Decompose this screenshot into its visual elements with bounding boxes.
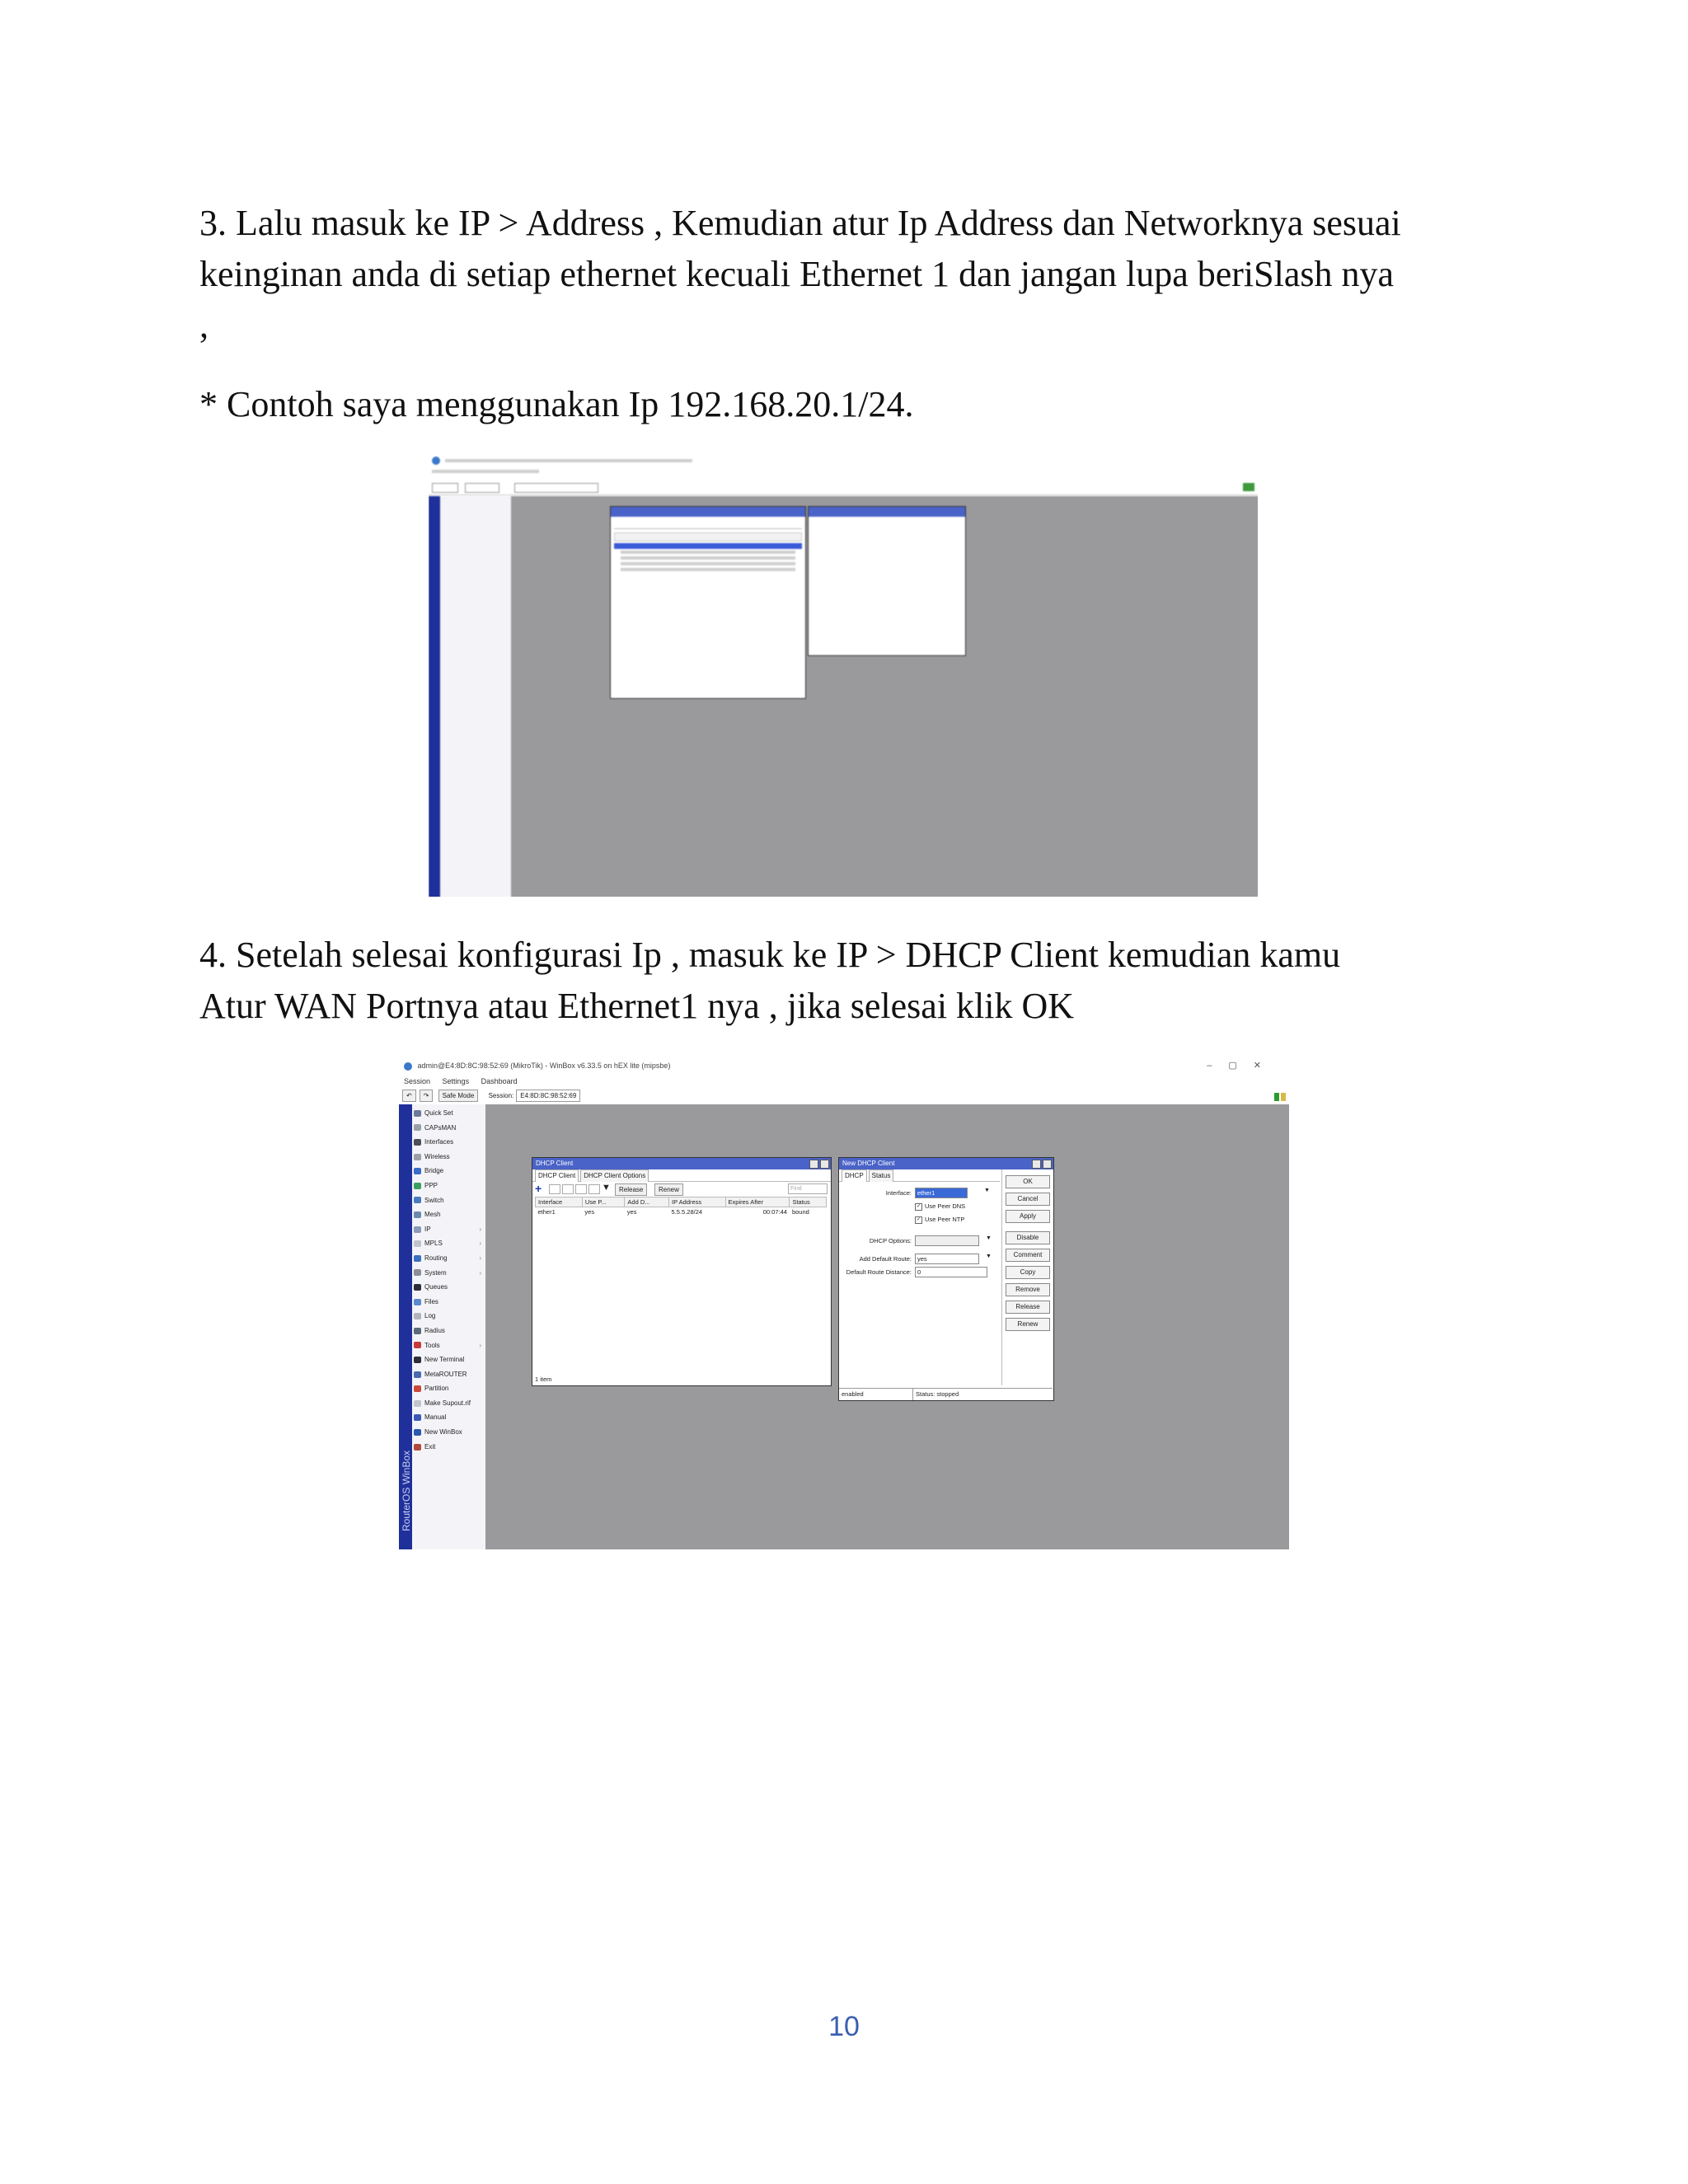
- col-use-peer[interactable]: Use P...: [582, 1197, 624, 1207]
- routing-icon: [414, 1255, 421, 1262]
- disable-button[interactable]: Disable: [1006, 1231, 1050, 1244]
- brand-text: RouterOS WinBox: [401, 1450, 412, 1531]
- col-status[interactable]: Status: [790, 1197, 827, 1207]
- renew-button[interactable]: Renew: [654, 1183, 683, 1196]
- release-dialog-button[interactable]: Release: [1006, 1301, 1050, 1314]
- step4-line-2: Atur WAN Portnya atau Ethernet1 nya , jika selesai klik OK: [199, 986, 1075, 1026]
- step3-line-3: ,: [199, 305, 209, 345]
- release-button[interactable]: Release: [615, 1183, 647, 1196]
- add-default-route-label: Add Default Route:: [859, 1255, 912, 1263]
- sidebar-item-queues[interactable]: Queues: [414, 1280, 485, 1295]
- sidebar-item-exit[interactable]: Exit: [414, 1440, 485, 1455]
- wireless-icon: [414, 1154, 421, 1160]
- page-number: 10: [828, 2011, 860, 2042]
- dialog-buttons: [1001, 1169, 1053, 1385]
- queues-icon: [414, 1284, 421, 1291]
- winbox-brand-strip: [399, 1104, 412, 1549]
- new-dhcp-client-title: New DHCP Client: [839, 1158, 1053, 1169]
- sidebar-item-capsman[interactable]: CAPsMAN: [414, 1121, 485, 1136]
- toolbar: [399, 1088, 1289, 1105]
- mesh-icon: [414, 1212, 421, 1218]
- sidebar-item-mesh[interactable]: Mesh: [414, 1207, 485, 1222]
- tab-dhcp[interactable]: DHCP: [842, 1169, 867, 1182]
- sidebar-item-switch[interactable]: Switch: [414, 1193, 485, 1208]
- step3-line-2: keinginan anda di setiap ethernet kecuali Ethernet 1 dan jangan lupa beriSlash nya: [199, 254, 1395, 294]
- new-dhcp-client-tabs: [839, 1169, 1000, 1182]
- add-default-route-select[interactable]: yes: [915, 1254, 979, 1264]
- dhcp-client-window-title: DHCP Client: [532, 1158, 831, 1169]
- winbox-titlebar: [399, 1057, 1289, 1075]
- sidebar-menu: [414, 1106, 485, 1454]
- manual-icon: [414, 1414, 421, 1421]
- disable-icon[interactable]: [575, 1184, 587, 1194]
- sidebar-item-bridge[interactable]: Bridge: [414, 1164, 485, 1179]
- sidebar-item-log[interactable]: Log: [414, 1309, 485, 1324]
- sidebar-item-wireless[interactable]: Wireless: [414, 1150, 485, 1165]
- comment-icon[interactable]: [588, 1184, 600, 1194]
- remove-icon[interactable]: [549, 1184, 560, 1194]
- status-stopped: Status: stopped: [913, 1388, 1053, 1400]
- redo-button[interactable]: ↷: [420, 1090, 434, 1102]
- sidebar-item-system[interactable]: System ›: [414, 1266, 485, 1281]
- winbox-desktop: [485, 1104, 1289, 1549]
- ok-button[interactable]: OK: [1006, 1175, 1050, 1188]
- interface-label: Interface:: [885, 1189, 912, 1197]
- col-ip-address[interactable]: IP Address: [669, 1197, 726, 1207]
- sidebar-item-ppp[interactable]: PPP: [414, 1179, 485, 1193]
- interface-select[interactable]: ether1: [915, 1188, 968, 1198]
- step3-text: [199, 198, 1518, 351]
- cancel-button[interactable]: Cancel: [1006, 1193, 1050, 1206]
- interfaces-icon: [414, 1139, 421, 1146]
- quick-set-icon: [414, 1110, 421, 1117]
- use-peer-dns-checkbox[interactable]: ✓ Use Peer DNS: [916, 1202, 966, 1210]
- sidebar-item-interfaces[interactable]: Interfaces: [414, 1135, 485, 1150]
- sidebar: [399, 1104, 485, 1549]
- screenshot-dhcp-client: [399, 1057, 1289, 1549]
- comment-button[interactable]: Comment: [1006, 1249, 1050, 1262]
- terminal-icon: [414, 1357, 421, 1363]
- filter-icon[interactable]: ▼: [602, 1183, 611, 1193]
- copy-button[interactable]: Copy: [1006, 1266, 1050, 1279]
- screenshot-ip-address: [429, 452, 1258, 897]
- winbox-logo-icon: [404, 1062, 412, 1071]
- step4-line-1: 4. Setelah selesai konfigurasi Ip , masuk ke IP > DHCP Client kemudian kamu: [199, 935, 1341, 975]
- radius-icon: [414, 1328, 421, 1334]
- default-route-distance-label: Default Route Distance:: [846, 1268, 912, 1276]
- dropdown-icon[interactable]: ▼: [984, 1188, 990, 1193]
- menu-settings[interactable]: Settings: [442, 1077, 470, 1085]
- mpls-icon: [414, 1240, 421, 1247]
- ip-icon: [414, 1226, 421, 1233]
- sidebar-item-new-terminal[interactable]: New Terminal: [414, 1352, 485, 1367]
- use-peer-ntp-checkbox[interactable]: ✓ Use Peer NTP: [916, 1216, 965, 1223]
- dhcp-options-dropdown-icon[interactable]: ▼: [986, 1235, 992, 1241]
- step3-line-1: 3. Lalu masuk ke IP > Address , Kemudian atur Ip Address dan Networknya sesuai: [199, 203, 1401, 243]
- supout-icon: [414, 1400, 421, 1407]
- ppp-icon: [414, 1183, 421, 1189]
- sidebar-item-tools[interactable]: Tools ›: [414, 1338, 485, 1353]
- step4-text: [199, 930, 1518, 1032]
- menu-dashboard[interactable]: Dashboard: [481, 1077, 518, 1085]
- table-header-row: [536, 1197, 827, 1207]
- session-value: E4:8D:8C:98:52:69: [516, 1090, 580, 1102]
- tab-dhcp-client-options[interactable]: DHCP Client Options: [580, 1169, 649, 1182]
- apply-button[interactable]: Apply: [1006, 1210, 1050, 1223]
- dhcp-client-tabs: [532, 1169, 831, 1182]
- sidebar-item-mpls[interactable]: MPLS ›: [414, 1236, 485, 1251]
- renew-dialog-button[interactable]: Renew: [1006, 1318, 1050, 1331]
- item-count: 1 item: [535, 1376, 552, 1383]
- new-dhcp-client-window: [838, 1157, 1054, 1401]
- enable-icon[interactable]: [562, 1184, 574, 1194]
- partition-icon: [414, 1385, 421, 1392]
- winbox-icon: [414, 1429, 421, 1436]
- window-controls[interactable]: –▢✕: [1207, 1061, 1278, 1071]
- switch-icon: [414, 1197, 421, 1203]
- col-expires-after[interactable]: Expires After: [725, 1197, 790, 1207]
- menu-session[interactable]: Session: [404, 1077, 431, 1085]
- sidebar-item-ip[interactable]: IP ›: [414, 1222, 485, 1237]
- window-title: admin@E4:8D:8C:98:52:69 (MikroTik) - WinBox v6.33.5 on hEX lite (mipsbe): [417, 1062, 671, 1070]
- menubar: [399, 1075, 1289, 1088]
- status-enabled: enabled: [839, 1388, 913, 1400]
- files-icon: [414, 1299, 421, 1305]
- bridge-icon: [414, 1168, 421, 1174]
- col-add-default[interactable]: Add D...: [625, 1197, 669, 1207]
- add-icon[interactable]: +: [535, 1182, 542, 1195]
- dhcp-client-window: [532, 1157, 832, 1386]
- find-input[interactable]: Find: [788, 1183, 828, 1194]
- sidebar-item-new-winbox[interactable]: New WinBox: [414, 1425, 485, 1440]
- col-interface[interactable]: Interface: [536, 1197, 583, 1207]
- metarouter-icon: [414, 1371, 421, 1378]
- sidebar-item-make-supout[interactable]: Make Supout.rif: [414, 1396, 485, 1411]
- sidebar-item-partition[interactable]: Partition: [414, 1381, 485, 1396]
- undo-button[interactable]: ↶: [402, 1090, 416, 1102]
- dhcp-client-table: [535, 1197, 827, 1216]
- sidebar-item-metarouter[interactable]: MetaROUTER: [414, 1367, 485, 1382]
- tools-icon: [414, 1342, 421, 1348]
- safe-mode-button[interactable]: Safe Mode: [438, 1090, 479, 1102]
- default-route-distance-input[interactable]: 0: [915, 1267, 987, 1277]
- sidebar-item-manual[interactable]: Manual: [414, 1410, 485, 1425]
- add-default-route-dropdown-icon[interactable]: ▼: [986, 1254, 992, 1259]
- dhcp-form: [839, 1181, 1001, 1387]
- tab-status[interactable]: Status: [869, 1169, 894, 1182]
- example-note: * Contoh saya menggunakan Ip 192.168.20.1/24.: [199, 384, 914, 424]
- dhcp-options-label: DHCP Options:: [869, 1237, 912, 1244]
- dhcp-client-window-controls[interactable]: [808, 1160, 829, 1173]
- system-icon: [414, 1269, 421, 1276]
- sidebar-item-radius[interactable]: Radius: [414, 1324, 485, 1338]
- exit-icon: [414, 1444, 421, 1451]
- sidebar-item-files[interactable]: Files: [414, 1295, 485, 1310]
- capsman-icon: [414, 1124, 421, 1131]
- tab-dhcp-client[interactable]: DHCP Client: [535, 1169, 579, 1182]
- remove-button[interactable]: Remove: [1006, 1283, 1050, 1296]
- sidebar-item-routing[interactable]: Routing ›: [414, 1251, 485, 1266]
- sidebar-item-quick-set[interactable]: Quick Set: [414, 1106, 485, 1121]
- table-row[interactable]: ether1 yes yes 5.5.5.28/24 00:07:44 bound: [537, 1208, 809, 1216]
- dhcp-client-toolbar: [532, 1182, 831, 1197]
- log-icon: [414, 1313, 421, 1319]
- session-label: Session:: [488, 1092, 514, 1099]
- dhcp-options-select[interactable]: [915, 1235, 979, 1246]
